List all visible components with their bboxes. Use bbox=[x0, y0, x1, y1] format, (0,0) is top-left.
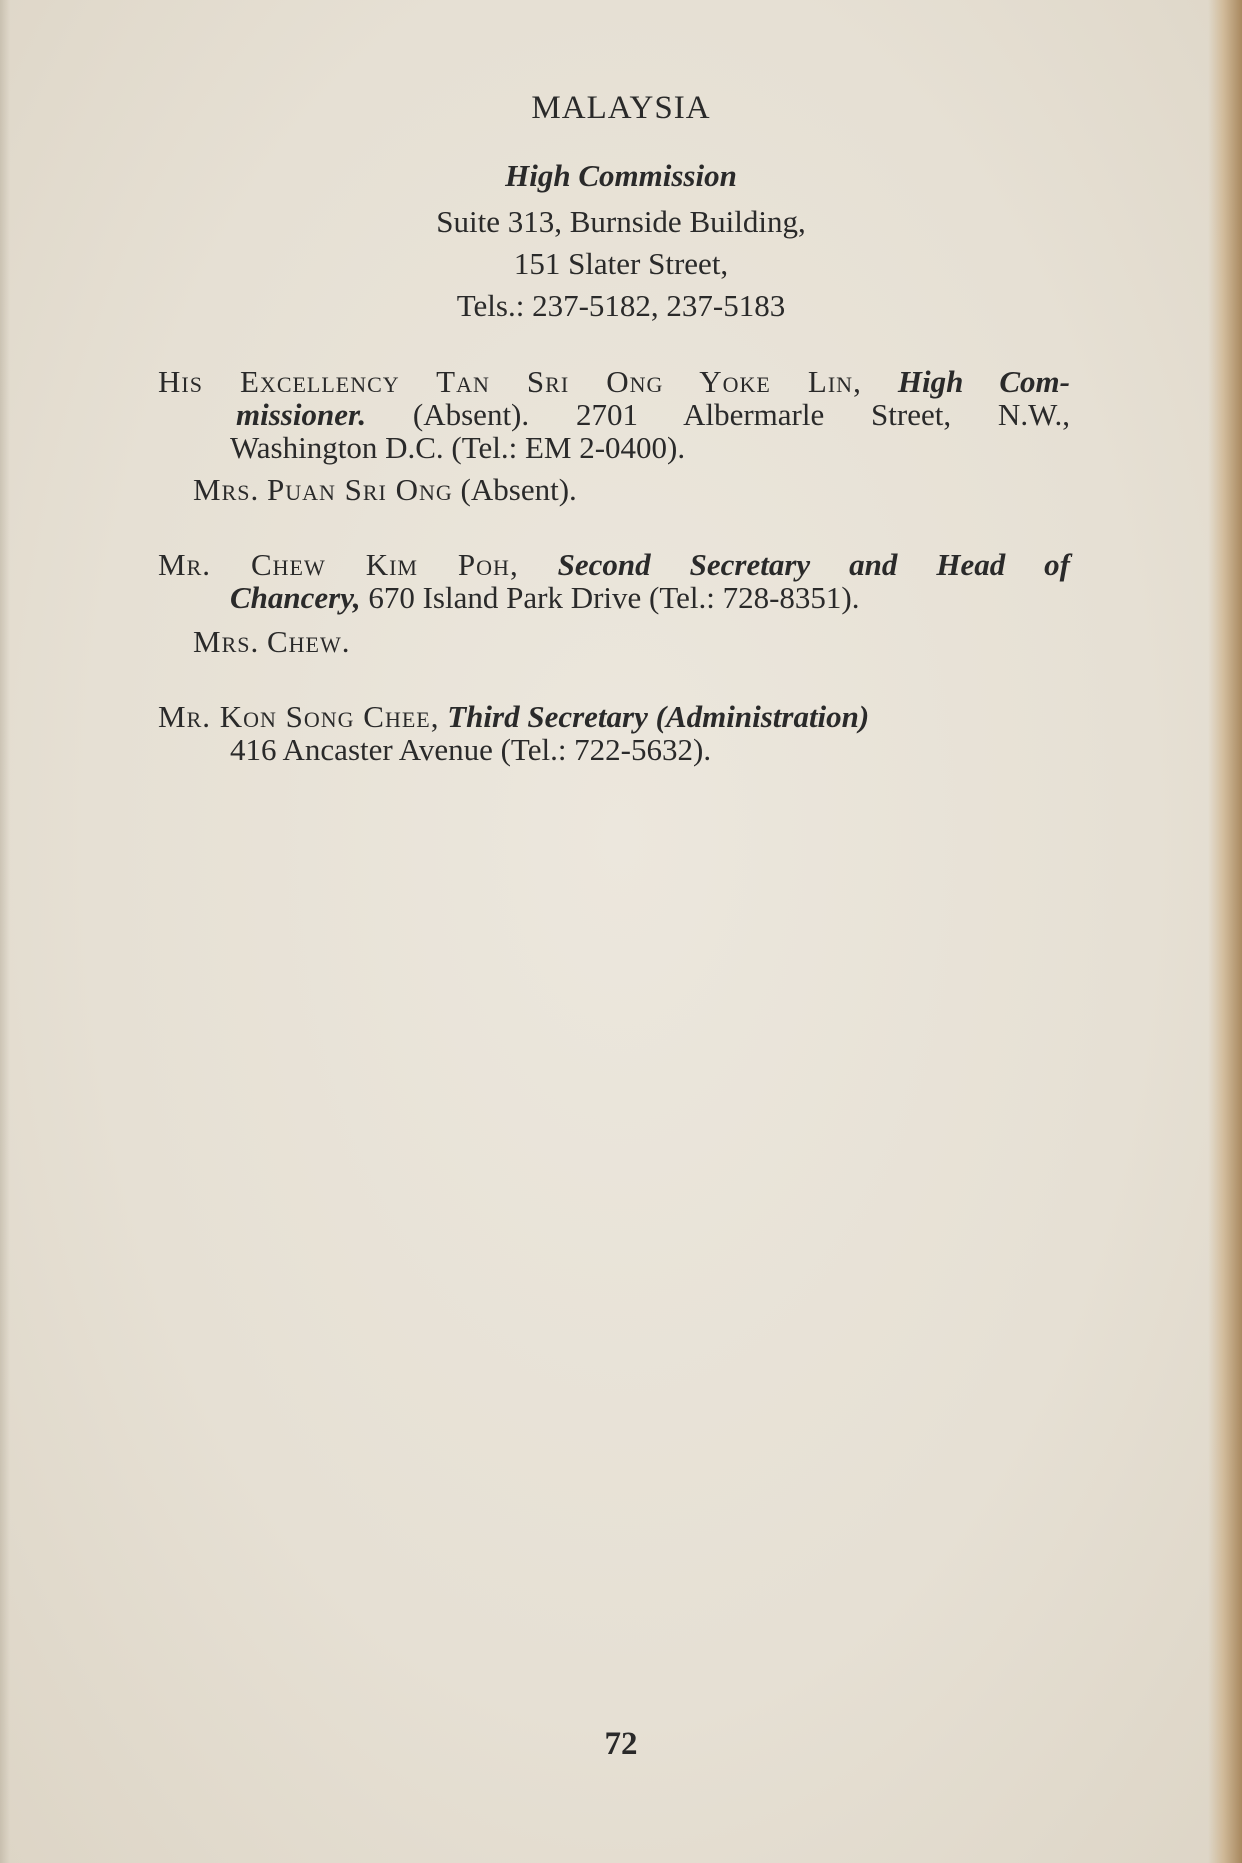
address-line-1: Suite 313, Burnside Building, bbox=[436, 204, 806, 239]
spouse-name: Puan Sri Ong bbox=[266, 472, 453, 507]
entry-line-2 bbox=[158, 581, 1070, 614]
entry-line-2 bbox=[158, 398, 1070, 431]
staff-title: Second Secretary and Head of bbox=[557, 547, 1070, 582]
staff-entry-second-secretary bbox=[158, 548, 1070, 614]
staff-address: (Absent). 2701 Albermarle Street, N.W., bbox=[412, 397, 1070, 432]
staff-entry-third-secretary bbox=[158, 700, 1070, 766]
staff-name: His Excellency Tan Sri Ong Yoke Lin, bbox=[158, 364, 862, 399]
staff-address: 670 Island Park Drive (Tel.: 728-8351). bbox=[368, 580, 860, 615]
spouse-entry bbox=[193, 472, 577, 508]
spouse-name: Chew. bbox=[266, 624, 351, 659]
mission-type-subheading: High Commission bbox=[505, 158, 737, 193]
page-number: 72 bbox=[604, 1726, 638, 1762]
staff-title: High Com- bbox=[897, 364, 1070, 399]
entry-line-1 bbox=[158, 548, 1070, 581]
address-line-2: 151 Slater Street, bbox=[513, 246, 729, 281]
staff-name: Mr. Chew Kim Poh, bbox=[158, 547, 519, 582]
staff-title: Third Secretary (Administration) bbox=[447, 699, 870, 734]
spouse-prefix: Mrs. bbox=[193, 624, 260, 659]
telephone-line: Tels.: 237-5182, 237-5183 bbox=[456, 288, 786, 323]
entry-line-3: Washington D.C. (Tel.: EM 2-0400). bbox=[230, 430, 686, 465]
staff-title-continued: missioner. bbox=[236, 397, 367, 432]
entry-line-1 bbox=[158, 365, 1070, 398]
country-heading: MALAYSIA bbox=[531, 90, 711, 126]
spouse-note: (Absent). bbox=[460, 472, 577, 507]
staff-entry-high-commissioner bbox=[158, 365, 1070, 464]
staff-name: Mr. Kon Song Chee, bbox=[158, 699, 440, 734]
staff-title-continued: Chancery, bbox=[230, 580, 361, 615]
entry-line-1 bbox=[158, 700, 1070, 733]
entry-line-2: 416 Ancaster Avenue (Tel.: 722-5632). bbox=[230, 732, 712, 767]
spouse-entry bbox=[193, 624, 351, 660]
spouse-prefix: Mrs. bbox=[193, 472, 260, 507]
